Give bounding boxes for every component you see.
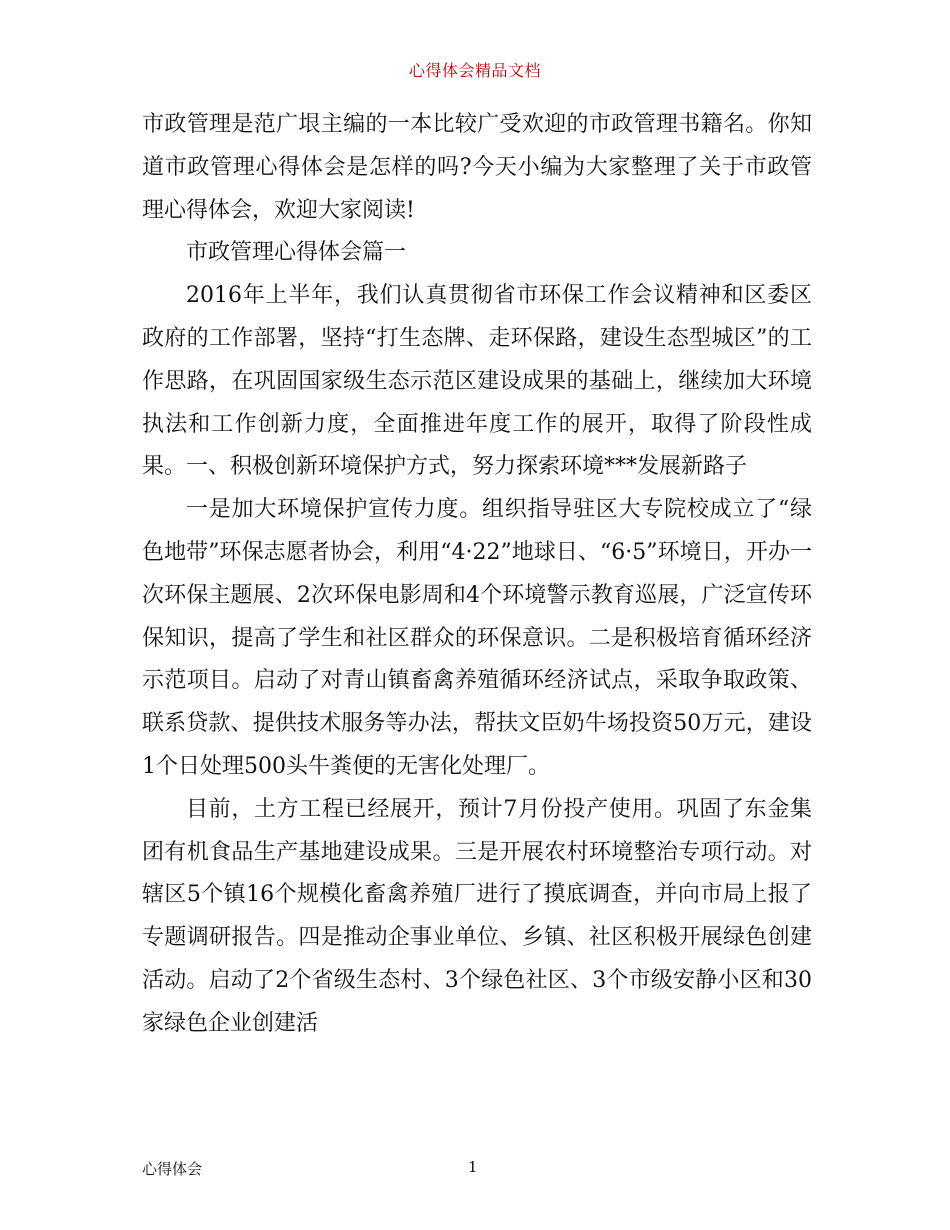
page-number: 1: [468, 1158, 478, 1176]
body-paragraph: 2016年上半年，我们认真贯彻省市环保工作会议精神和区委区政府的工作部署，坚持“打生态牌、走环保路，建设生态型城区”的工作思路，在巩固国家级生态示范区建设成果的基础上，继续加大环境执法和工作创新力度，全面推进年度工作的展开，取得了阶段性成果。一、积极创新环境保护方式，努力探索环境***发展新路子: [142, 283, 812, 480]
page-header-title: 心得体会精品文档: [408, 61, 541, 80]
body-paragraph: 一是加大环境保护宣传力度。组织指导驻区大专院校成立了“绿色地带”环保志愿者协会，利用“4·22”地球日、“6·5”环境日，开办一次环保主题展、2次环保电影周和4个环境警示教育巡展，广泛宣传环保知识，提高了学生和社区群众的环保意识。二是积极培育循环经济示范项目。启动了对青山镇畜禽养殖循环经济试点，采取争取政策、联系贷款、提供技术服务等办法，帮扶文臣奶牛场投资50万元，建设1个日处理500头牛粪便的无害化处理厂。: [142, 497, 812, 779]
body-paragraph: 目前，土方工程已经展开，预计7月份投产使用。巩固了东金集团有机食品生产基地建设成果。三是开展农村环境整治专项行动。对辖区5个镇16个规模化畜禽养殖厂进行了摸底调查，并向市局上报了专题调研报告。四是推动企事业单位、乡镇、社区积极开展绿色创建活动。启动了2个省级生态村、3个绿色社区、3个市级安静小区和30家绿色企业创建活: [142, 796, 812, 1036]
intro-paragraph: 市政管理是范广垠主编的一本比较广受欢迎的市政管理书籍名。你知道市政管理心得体会是怎样的吗?今天小编为大家整理了关于市政管理心得体会，欢迎大家阅读!: [142, 112, 812, 223]
footer-label: 心得体会: [142, 1160, 203, 1178]
document-body: [142, 104, 812, 1046]
section-heading: 市政管理心得体会篇一: [186, 240, 407, 266]
